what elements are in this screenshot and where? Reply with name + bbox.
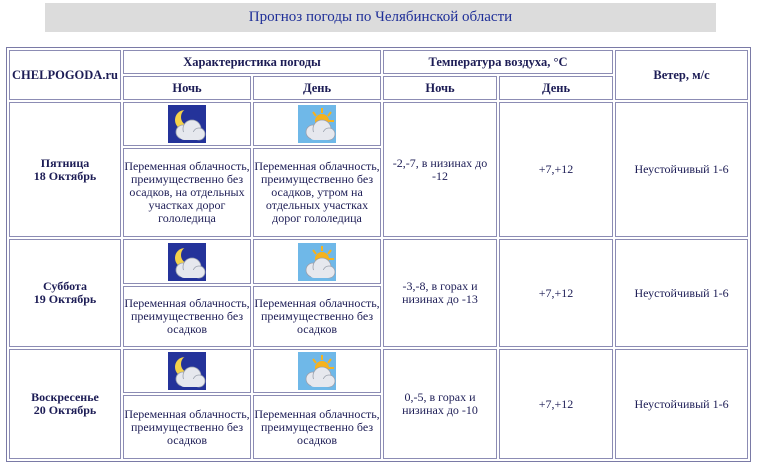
day-weather-icon-cell [253, 239, 381, 283]
temperature-day-header: День [499, 76, 613, 100]
day-description: Переменная облачность, преимущественно без осадков, утром на отдельных участках дорог гололедица [253, 148, 381, 237]
weekday: Пятница [40, 155, 90, 170]
day-label [9, 239, 121, 347]
temperature-night: 0,-5, в горах и низинах до -10 [383, 349, 497, 459]
sun-cloud-icon [298, 352, 336, 390]
date: 19 Октябрь [33, 292, 97, 307]
temperature-day: +7,+12 [499, 239, 613, 347]
moon-cloud-icon [168, 243, 206, 281]
day-weather-icon-cell [253, 349, 381, 393]
temperature-header: Температура воздуха, °C [383, 50, 613, 74]
date: 18 Октябрь [33, 168, 97, 183]
date: 20 Октябрь [33, 403, 97, 418]
night-description: Переменная облачность, преимущественно без осадков, на отдельных участках дорог гололедица [123, 148, 251, 237]
table-row [9, 102, 748, 146]
sun-cloud-icon [298, 243, 336, 281]
day-description: Переменная облачность, преимущественно без осадков [253, 395, 381, 459]
weather-header: Характеристика погоды [123, 50, 381, 74]
weather-night-header: Ночь [123, 76, 251, 100]
moon-cloud-icon [168, 352, 206, 390]
temperature-night: -3,-8, в горах и низинах до -13 [383, 239, 497, 347]
moon-cloud-icon [168, 105, 206, 143]
temperature-night: -2,-7, в низинах до -12 [383, 102, 497, 237]
night-weather-icon-cell [123, 349, 251, 393]
temperature-day: +7,+12 [499, 349, 613, 459]
temperature-night-header: Ночь [383, 76, 497, 100]
wind-value: Неустойчивый 1-6 [615, 102, 748, 237]
temperature-day: +7,+12 [499, 102, 613, 237]
sun-cloud-icon [298, 105, 336, 143]
day-label [9, 102, 121, 237]
night-description: Переменная облачность, преимущественно без осадков [123, 395, 251, 459]
night-description: Переменная облачность, преимущественно без осадков [123, 286, 251, 348]
page-title: Прогноз погоды по Челябинской области [45, 3, 716, 32]
day-label [9, 349, 121, 459]
wind-value: Неустойчивый 1-6 [615, 349, 748, 459]
weekday: Суббота [43, 279, 87, 294]
night-weather-icon-cell [123, 239, 251, 283]
table-row [9, 349, 748, 393]
wind-header: Ветер, м/с [615, 50, 748, 100]
site-name: CHELPOGODA.ru [9, 50, 121, 100]
weather-day-header: День [253, 76, 381, 100]
night-weather-icon-cell [123, 102, 251, 146]
day-weather-icon-cell [253, 102, 381, 146]
wind-value: Неустойчивый 1-6 [615, 239, 748, 347]
day-description: Переменная облачность, преимущественно без осадков [253, 286, 381, 348]
forecast-table [6, 47, 751, 462]
table-row [9, 239, 748, 283]
weekday: Воскресенье [31, 390, 99, 405]
